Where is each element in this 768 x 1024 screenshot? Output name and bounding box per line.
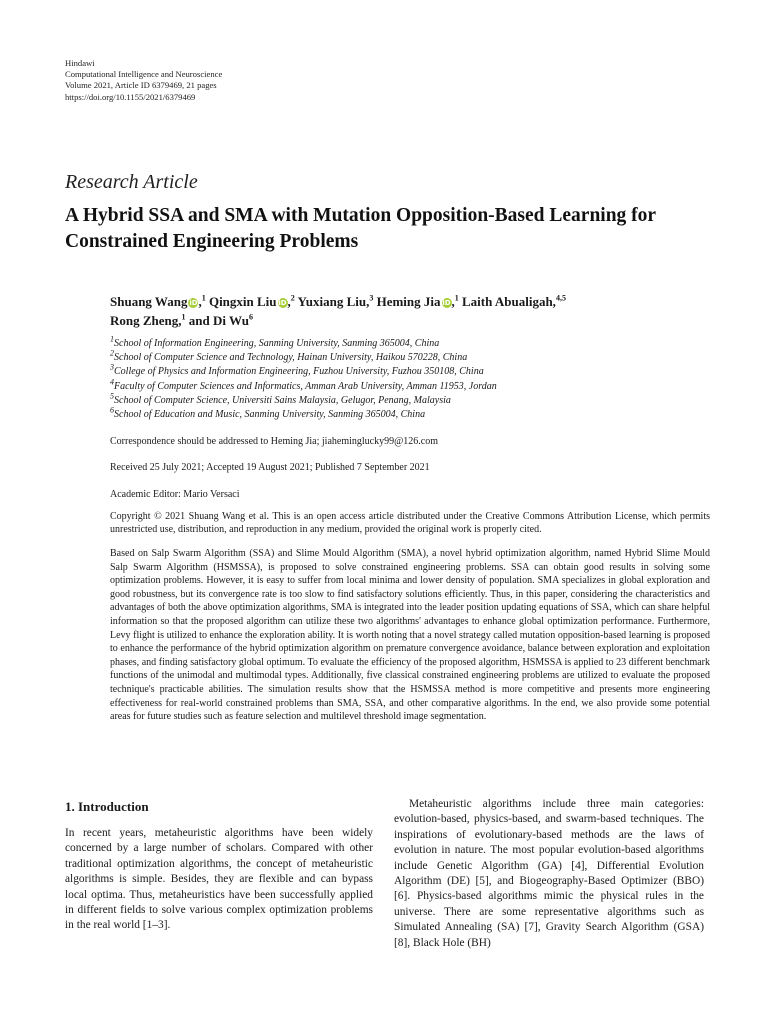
affiliation-text: College of Physics and Information Engineering, Fuzhou University, Fuzhou 350108, China [114,366,484,378]
author [189,313,253,328]
affiliation-text: School of Information Engineering, Sanming University, Sanming 365004, China [114,338,440,349]
author-list [110,292,710,330]
orcid-icon[interactable]: iD [189,299,198,307]
author-name: Qingxin Liu [208,294,277,309]
affiliation [110,348,710,365]
affiliation-number: 5 [110,391,114,401]
paper-title: A Hybrid SSA and SMA with Mutation Opposition-Based Learning for Constrained Engineering Problems [65,205,656,252]
correspondence: Correspondence should be addressed to Heming Jia; jiaheminglucky99@126.com [110,436,439,447]
author: Shuang Wang iD,$^1$ [110,293,206,309]
orcid-icon[interactable]: iD [278,299,287,307]
author-name: Yuxiang Liu, [297,294,370,309]
doi-link[interactable]: https://doi.org/10.1155/2021/6379469 [65,91,196,102]
publisher: Hindawi [65,58,95,68]
journal-header [65,58,222,103]
affiliation [110,365,710,379]
affiliation [110,377,710,394]
author: Heming Jia iD,$^1$ [376,293,459,309]
affiliation-number: 1 [110,334,114,344]
affiliation [110,405,710,422]
intro-right-column: Metaheuristic algorithms include three main categories: evolution-based, physics-based, and swarm-based techniques. The inspirations of evolutionary-based methods are the laws of evolution in nature. The most popular evolution-based algorithms include Genetic Algorithm (GA) [4], Differential Evolution Algorithm (DE) [5], and Biogeography-Based Optimizer (BBO) [6]. Physics-based algorithms mimic the physical rules in the universe. There are some representative algorithms such as Simulated Annealing (SA) [7], Gravity Search Algorithm (GSA) [8], Black Hole (BH) [394,798,704,949]
author [110,313,186,328]
author-name: Rong Zheng, [110,313,182,328]
section-heading: 1. Introduction [65,799,149,814]
affiliation-text: School of Education and Music, Sanming University, Sanming 365004, China [114,409,426,421]
affiliation [110,391,710,408]
author-name: Heming Jia [376,294,441,309]
author-affiliation-number: 1 [181,312,186,322]
affiliation-number: 3 [110,363,114,373]
affiliation [110,334,710,351]
orcid-icon[interactable]: iD [442,299,451,307]
author: Qingxin Liu iD,$^2$ [208,293,295,309]
dates: Received 25 July 2021; Accepted 19 August 2021; Published 7 September 2021 [110,462,430,473]
author [462,294,566,309]
author-affiliation-number: 2 [290,293,295,303]
affiliation-list [110,334,710,422]
affiliation-number: 2 [110,348,114,358]
author-name: Laith Abualigah, [462,294,556,309]
volume-line: Volume 2021, Article ID 6379469, 21 pages [65,80,217,91]
author-affiliation-number: 4,5 [555,293,566,303]
affiliation-text: School of Computer Science, Universiti Sains Malaysia, Gelugor, Penang, Malaysia [114,394,451,406]
copyright-notice: Copyright © 2021 Shuang Wang et al. This is an open access article distributed under the Creative Commons Attribution License, which permits unrestricted use, distribution, and reproduction in any medium, provided the original work is properly cited. [110,511,710,536]
author-affiliation-number: 6 [249,312,254,322]
intro-left-column: In recent years, metaheuristic algorithms have been widely concerned by a large number of scholars. Compared with other traditional optimization algorithms, the concept of metaheuristic algorithms is simple. Besides, they are flexible and can bypass local optima. Thus, metaheuristics have been successfully applied in different fields to solve various complex optimization problems in the real world [1–3]. [65,827,373,932]
affiliation-number: 4 [110,377,114,387]
author-name: Shuang Wang [110,294,188,309]
journal-name: Computational Intelligence and Neuroscience [65,69,223,80]
author-name: and Di Wu [188,313,250,328]
abstract: Based on Salp Swarm Algorithm (SSA) and Slime Mould Algorithm (SMA), a novel hybrid optimization algorithm, named Hybrid Slime Mould Salp Swarm Algorithm (HSMSSA), is proposed to solve constrained engineering problems. SSA can obtain good results in solving some optimization problems. However, it is easy to suffer from local minima and lower density of population. SMA specializes in global exploration and good robustness, but its convergence rate is too slow to find satisfactory solutions efficiently. Thus, in this paper, considering the characteristics and advantages of both the above optimization algorithms, SMA is integrated into the leader position updating equations of SSA, which can share helpful information so that the proposed algorithm can utilize these two algorithms' advantages to enhance global optimization performance. Furthermore, Levy flight is utilized to enhance the exploration ability. It is worth noting that a novel strategy called mutation opposition-based learning is proposed to enhance the performance of the hybrid optimization algorithm on premature convergence avoidance, balance between exploration and exploitation phases, and finding satisfactory global optimum. To evaluate the efficiency of the proposed algorithm, HSMSSA is applied to 23 different benchmark functions of the unimodal and multimodal types. Additionally, five classical constrained engineering problems are utilized to evaluate the proposed technique's practicable abilities. The simulation results show that the HSMSSA method is more competitive and presents more engineering effectiveness for real-world constrained problems than SMA, SSA, and other comparative algorithms. In the end, we also provide some potential areas for future studies such as feature selection and multilevel threshold image segmentation. [110,548,710,723]
academic-editor: Academic Editor: Mario Versaci [110,489,240,500]
author-affiliation-number: 1 [201,293,206,303]
article-type: Research Article [65,171,198,193]
affiliation-number: 6 [110,405,114,415]
author-affiliation-number: 3 [369,293,374,303]
author [298,294,374,309]
affiliation-text: School of Computer Science and Technology, Hainan University, Haikou 570228, China [114,352,468,364]
author-affiliation-number: 1 [454,293,459,303]
affiliation-text: Faculty of Computer Sciences and Informatics, Amman Arab University, Amman 11953, Jordan [114,380,497,392]
